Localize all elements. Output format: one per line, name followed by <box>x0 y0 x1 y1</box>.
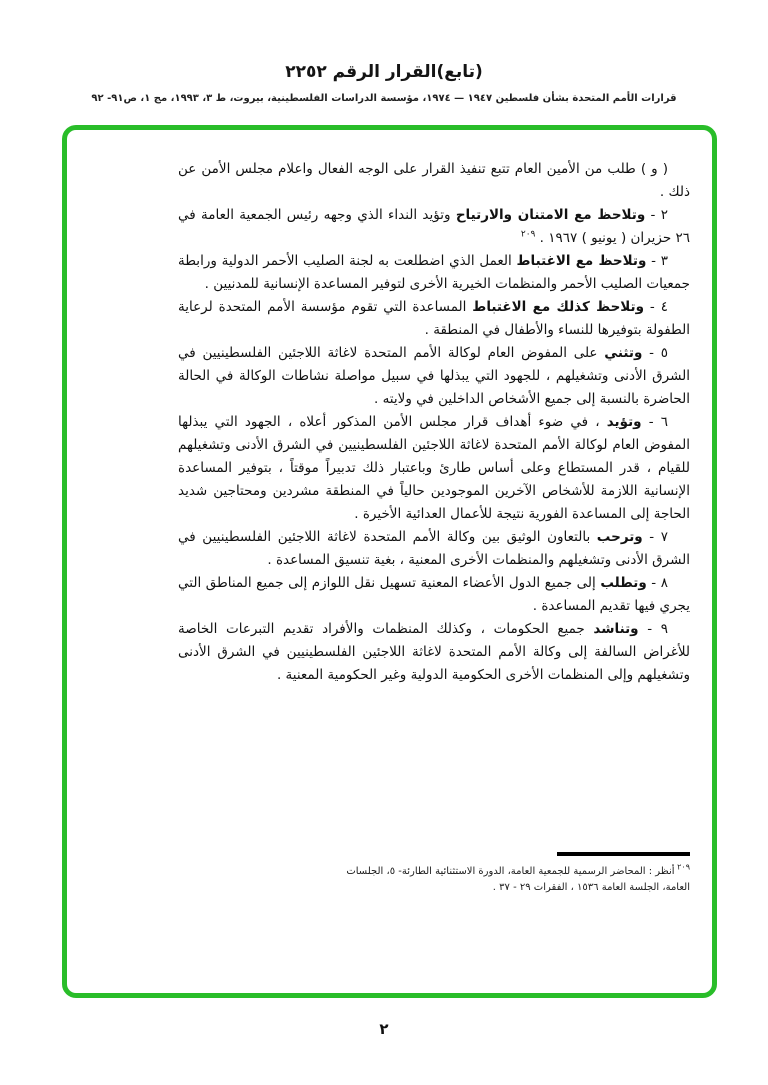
footnote-text <box>342 864 690 896</box>
paragraph-text: جميع الحكومات ، وكذلك المنظمات والأفراد تقديم التبرعات الخاصة للأغراض السالفة إلى وكالة الأمم المتحدة لاغاثة اللاجئين الفلسطينيين في الشرق الأدنى وتشغيلهم وإلى المنظمات الأخرى الحكومية الدولية وغير الحكومية المعنية . <box>178 621 690 683</box>
footnote-number: ٢٠٩ <box>674 862 690 872</box>
paragraph-lead: وتؤيد <box>606 414 642 430</box>
paragraph-text: المساعدة التي تقوم مؤسسة الأمم المتحدة لرعاية الطفولة بتوفيرها للنساء والأطفال في المنطقة . <box>178 299 690 338</box>
content-frame <box>62 125 717 998</box>
resolution-paragraph <box>178 250 690 296</box>
resolution-paragraph <box>178 526 690 572</box>
footnote-separator-rule <box>557 852 690 856</box>
paragraph-text: بالتعاون الوثيق بين وكالة الأمم المتحدة لاغاثة اللاجئين الفلسطينيين في الشرق الأدنى وتشغيلهم والمنظمات الأخرى المعنية ، بغية تنسيق المساعدة . <box>178 529 690 568</box>
paragraph-lead: وتلاحظ مع الامتنان والارتياح <box>455 207 646 223</box>
paragraph-number: ( و ) <box>635 161 668 177</box>
source-citation: قرارات الأمم المتحدة بشأن فلسطين ١٩٤٧ — ١٩٧٤، مؤسسة الدراسات الفلسطينية، بيروت، ط ٣، ١٩٩٣، مج ١، ص٩١- ٩٢ <box>91 93 677 104</box>
paragraph-text: على المفوض العام لوكالة الأمم المتحدة لاغاثة اللاجئين الفلسطينيين في الشرق الأدنى وتشغيلهم ، للجهود التي يبذلها في سبيل مواصلة نشاطات الوكالة في الحالة الحاضرة بالنسبة إلى جميع الأشخاص الداخلين في ولايته . <box>178 345 690 407</box>
resolution-paragraph <box>178 158 690 204</box>
paragraph-number: ٦ - <box>641 414 668 430</box>
paragraph-text: إلى جميع الدول الأعضاء المعنية تسهيل نقل اللوازم إلى جميع المناطق التي يجري فيها تقديم المساعدة . <box>178 575 690 614</box>
paragraph-text: طلب من الأمين العام تتبع تنفيذ القرار على الوجه الفعال واعلام مجلس الأمن عن ذلك . <box>178 161 690 200</box>
resolution-paragraph <box>178 204 690 250</box>
footnote-ref: ٢٠٩ <box>520 229 536 240</box>
page-number: ٢ <box>379 1020 389 1038</box>
paragraph-number: ٨ - <box>646 575 668 591</box>
paragraph-lead: وتلاحظ كذلك مع الاغتباط <box>472 299 645 315</box>
paragraph-text: العمل الذي اضطلعت به لجنة الصليب الأحمر الدولية ورابطة جمعيات الصليب الأحمر والمنظمات الخيرية الأخرى لتوفير المساعدة الإنسانية للمدنيين . <box>178 253 690 292</box>
footnote-body: أنظر : المحاضر الرسمية للجمعية العامة، الدورة الاستثنائية الطارئة- ٥، الجلسات العامة، الجلسة العامة ١٥٣٦ ، الفقرات ٢٩ - ٣٧ . <box>346 866 690 893</box>
paragraph-number: ٥ - <box>642 345 668 361</box>
resolution-paragraph <box>178 296 690 342</box>
footnote-section <box>342 852 690 896</box>
paragraph-number: ٢ - <box>645 207 668 223</box>
paragraph-lead: وتلاحظ مع الاغتباط <box>516 253 647 269</box>
paragraph-lead: وتطلب <box>600 575 647 591</box>
paragraph-number: ٧ - <box>642 529 668 545</box>
resolution-paragraph <box>178 572 690 618</box>
resolution-paragraph <box>178 618 690 687</box>
paragraph-number: ٤ - <box>644 299 668 315</box>
resolution-title: (تابع)القرار الرقم ٢٢٥٢ <box>285 62 483 82</box>
paragraph-number: ٣ - <box>646 253 668 269</box>
resolution-paragraph <box>178 411 690 526</box>
paragraph-text: وتؤيد النداء الذي وجهه رئيس الجمعية العامة في ٢٦ حزيران ( يونيو ) ١٩٦٧ . <box>178 207 690 246</box>
resolution-body <box>178 158 690 687</box>
paragraph-number: ٩ - <box>638 621 668 637</box>
resolution-paragraph <box>178 342 690 411</box>
paragraph-lead: وترحب <box>596 529 643 545</box>
paragraph-lead: وتثني <box>604 345 643 361</box>
paragraph-text: ، في ضوء أهداف قرار مجلس الأمن المذكور أعلاه ، الجهود التي يبذلها المفوض العام لوكالة الأمم المتحدة لاغاثة اللاجئين الفلسطينيين في الشرق الأدنى وتشغيلهم للقيام ، قدر المستطاع وعلى أساس طارئ وباعتبار ذلك تدبيراً موقتاً ، بتوفير المساعدة الإنسانية اللازمة للأشخاص الآخرين الموجودين حالياً في المنطقة مشردين ومحتاجين شديد الحاجة إلى المساعدة الفورية نتيجة للأعمال العدائية الأخيرة . <box>178 414 690 522</box>
paragraph-lead: وتناشد <box>593 621 639 637</box>
